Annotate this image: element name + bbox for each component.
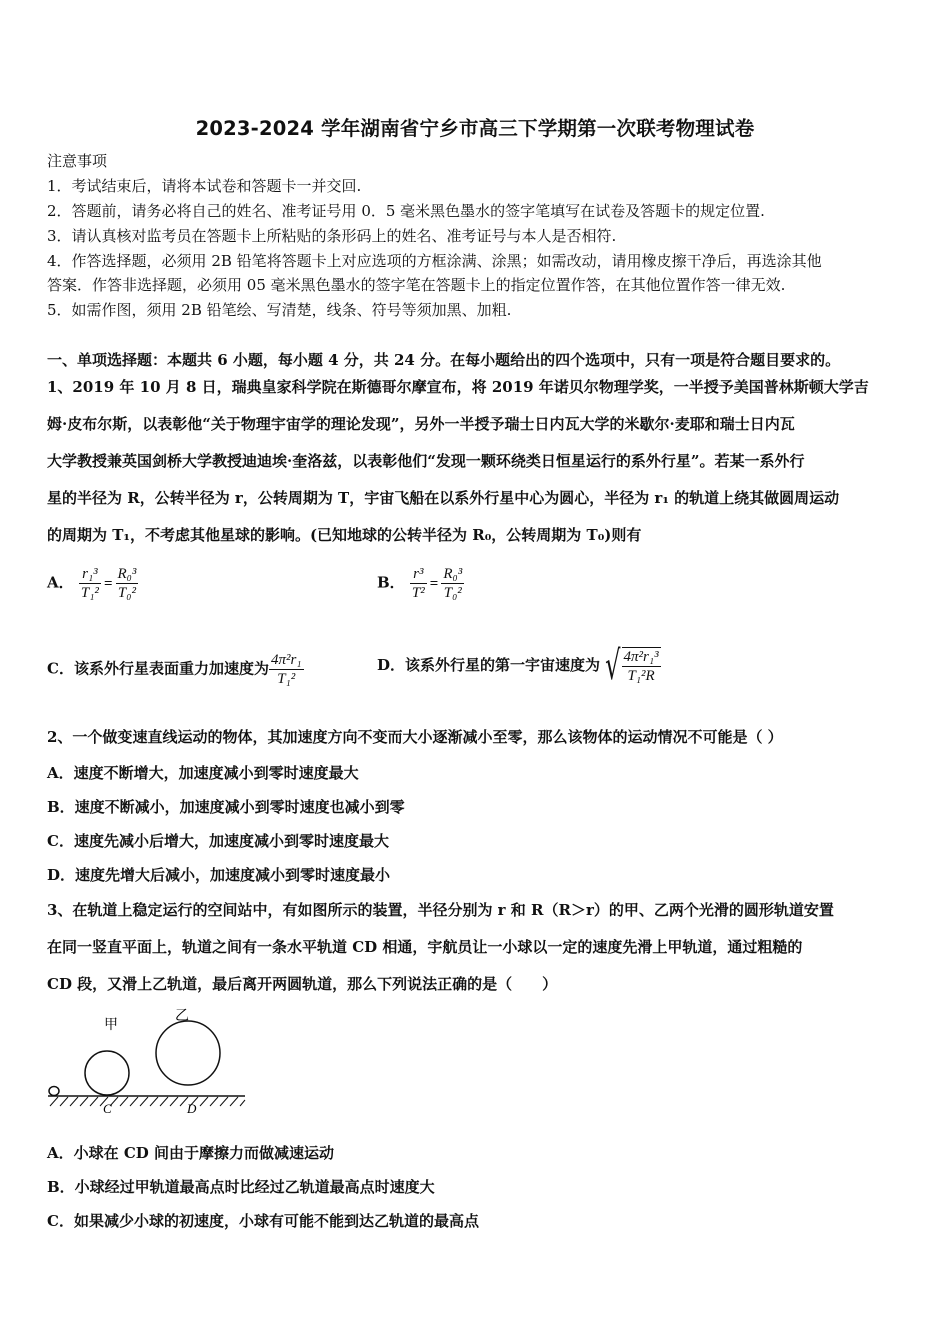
q3-stem-line: CD 段，又滑上乙轨道，最后离开两圆轨道，那么下列说法正确的是（ ） xyxy=(47,975,558,993)
q1-stem-line: 的周期为 T₁，不考虑其他星球的影响。(已知地球的公转半径为 R₀，公转周期为 T₀)则有 xyxy=(47,526,642,544)
q3-stem-line: 3、在轨道上稳定运行的空间站中，有如图所示的装置，半径分别为 r 和 R（R＞r）的甲、乙两个光滑的圆形轨道安置 xyxy=(47,901,834,919)
q1-stem-line: 姆·皮布尔斯，以表彰他“关于物理宇宙学的理论发现”，另外一半授予瑞士日内瓦大学的米歇尔·麦耶和瑞士日内瓦 xyxy=(47,415,795,433)
notice-item: 答案．作答非选择题，必须用 05 毫米黑色墨水的签字笔在答题卡上的指定位置作答，在其他位置作答一律无效. xyxy=(47,276,786,294)
q1-stem-line: 星的半径为 R，公转半径为 r，公转周期为 T，宇宙飞船在以系外行星中心为圆心，半径为 r₁ 的轨道上绕其做圆周运动 xyxy=(47,489,840,507)
label-d: D xyxy=(187,1101,197,1116)
notice-item: 5．如需作图，须用 2B 铅笔绘、写清楚，线条、符号等须加黑、加粗. xyxy=(47,301,512,319)
q1-stem-line: 大学教授兼英国剑桥大学教授迪迪埃·奎洛兹，以表彰他们“发现一颗环绕类日恒星运行的系外行星”。若某一系外行 xyxy=(47,452,805,470)
q2-option: D．速度先增大后减小，加速度减小到零时速度最小 xyxy=(47,866,391,884)
label-c: C xyxy=(103,1101,112,1116)
option-label: B． xyxy=(377,573,405,592)
notice-item: 4．作答选择题，必须用 2B 铅笔将答题卡上对应选项的方框涂满、涂黑；如需改动，请用橡皮擦干净后，再选涂其他 xyxy=(47,252,822,270)
option-text: D．该系外行星的第一宇宙速度为 xyxy=(377,656,601,674)
q2-option: C．速度先减小后增大，加速度减小到零时速度最大 xyxy=(47,832,389,850)
q1-option-d xyxy=(377,643,661,689)
q3-option: A．小球在 CD 间由于摩擦力而做减速运动 xyxy=(47,1144,335,1162)
track-jia-circle xyxy=(85,1051,129,1095)
q1-stem-line: 1、2019 年 10 月 8 日，瑞典皇家科学院在斯德哥尔摩宣布，将 2019 年诺贝尔物理学奖，一半授予美国普林斯顿大学吉 xyxy=(47,378,869,396)
formula-fraction: $\frac{\text{R₀³}}{\text{T₀²}}$ xyxy=(117,566,137,601)
q3-stem-line: 在同一竖直平面上，轨道之间有一条水平轨道 CD 相通，宇航员让一小球以一定的速度先滑上甲轨道，通过粗糙的 xyxy=(47,938,803,956)
notice-item: 3．请认真核对监考员在答题卡上所粘贴的条形码上的姓名、准考证号与本人是否相符. xyxy=(47,227,617,245)
page-title: 2023-2024 学年湖南省宁乡市高三下学期第一次联考物理试卷 xyxy=(195,117,755,140)
notice-item: 2．答题前，请务必将自己的姓名、准考证号用 0．5 毫米黑色墨水的签字笔填写在试卷及答题卡的规定位置. xyxy=(47,202,765,220)
label-jia: 甲 xyxy=(104,1017,118,1033)
sqrt-icon: √ xyxy=(605,643,621,689)
q3-option: B．小球经过甲轨道最高点时比经过乙轨道最高点时速度大 xyxy=(47,1178,435,1196)
formula-fraction: $\frac{\text{R₀³}}{\text{T₀²}}$ xyxy=(443,566,463,601)
track-yi-circle xyxy=(156,1021,220,1085)
q3-track-diagram xyxy=(40,1000,260,1125)
ball-icon xyxy=(49,1087,59,1096)
ground-hatching xyxy=(50,1097,245,1106)
section-heading: 一、单项选择题：本题共 6 小题，每小题 4 分，共 24 分。在每小题给出的四个选项中，只有一项是符合题目要求的。 xyxy=(47,351,841,369)
q1-option-b xyxy=(377,565,464,602)
option-label: A． xyxy=(47,573,74,592)
q2-option: A．速度不断增大，加速度减小到零时速度最大 xyxy=(47,764,359,782)
option-text: C．该系外行星表面重力加速度为 xyxy=(47,659,269,678)
equals-sign: = xyxy=(429,575,439,592)
q1-option-a xyxy=(47,565,138,602)
notice-heading: 注意事项 xyxy=(47,152,108,170)
notice-item: 1．考试结束后，请将本试卷和答题卡一并交回. xyxy=(47,177,362,195)
formula-fraction: $\frac{\text{r³}}{\text{T²}}$ xyxy=(411,566,425,601)
label-yi: 乙 xyxy=(175,1008,189,1024)
formula-fraction: $\frac{\text{4π²r₁}}{\text{T₁²}}$ xyxy=(270,652,302,687)
q1-option-c xyxy=(47,651,304,688)
q2-stem: 2、一个做变速直线运动的物体，其加速度方向不变而大小逐渐减小至零，那么该物体的运动情况不可能是（ ） xyxy=(47,728,783,746)
formula-radicand: $\frac{\text{4π²r₁³}}{\text{T₁²R}}$ xyxy=(623,649,659,684)
q2-option: B．速度不断减小，加速度减小到零时速度也减小到零 xyxy=(47,798,405,816)
equals-sign: = xyxy=(103,575,113,592)
formula-fraction: $\frac{\text{r₁³}}{\text{T₁²}}$ xyxy=(80,566,99,601)
q3-option: C．如果减少小球的初速度，小球有可能不能到达乙轨道的最高点 xyxy=(47,1212,479,1230)
